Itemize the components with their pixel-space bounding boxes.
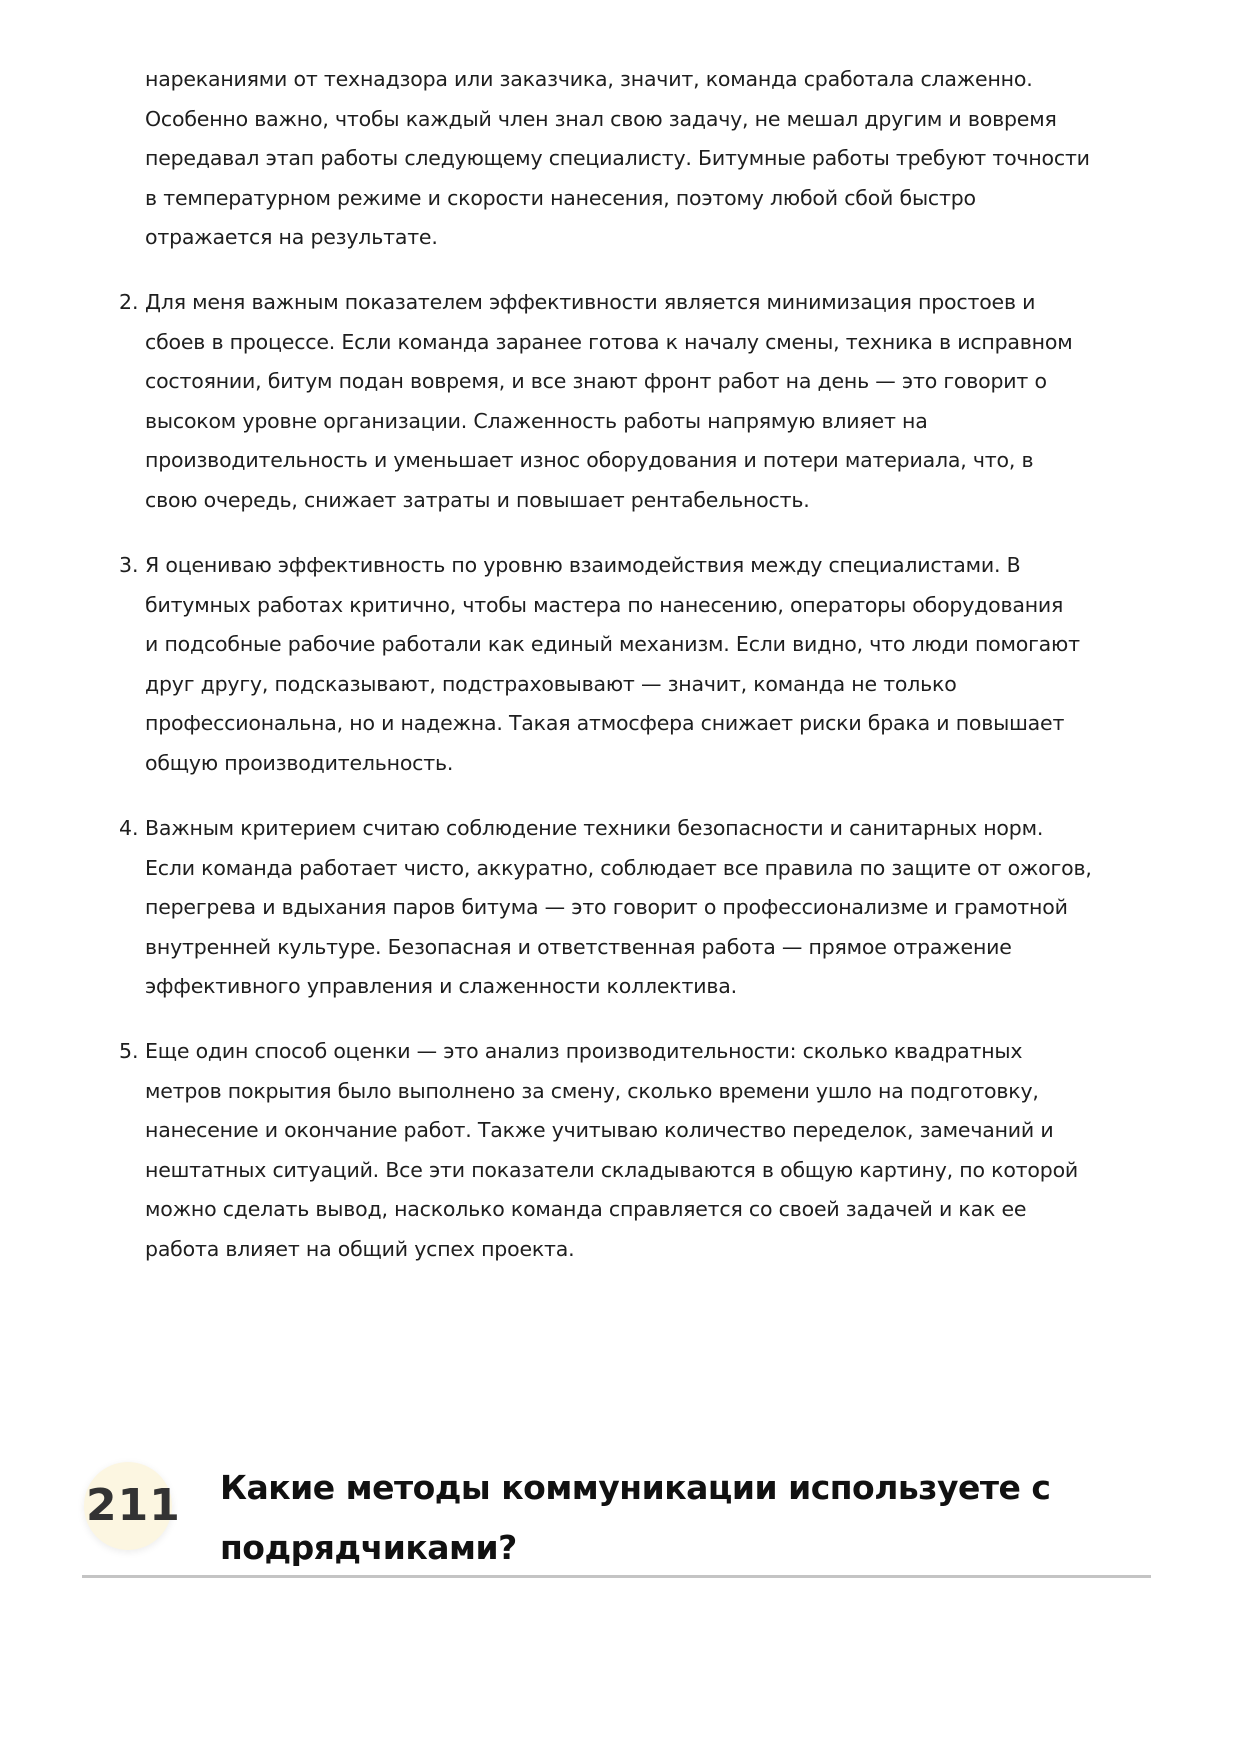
text-line: можно сделать вывод, насколько команда справляется со своей задачей и как ее (145, 1197, 1027, 1222)
list-item (119, 1032, 1165, 1270)
text-line: Я оцениваю эффективность по уровню взаимодействия между специалистами. В (145, 553, 1021, 577)
text-line: Особенно важно, чтобы каждый член знал свою задачу, не мешал другим и вовремя (145, 106, 1057, 131)
list-item (119, 546, 1165, 784)
text-line: Важным критерием считаю соблюдение техники безопасности и санитарных норм. (145, 816, 1044, 840)
text-line: Еще один способ оценки — это анализ производительности: сколько квадратных (145, 1039, 1023, 1063)
text-line: состоянии, битум подан вовремя, и все знают фронт работ на день — это говорит о (145, 369, 1047, 394)
text-line: перегрева и вдыхания паров битума — это говорит о профессионализме и грамотной (145, 895, 1068, 920)
text-line: передавал этап работы следующему специалисту. Битумные работы требуют точности (145, 146, 1090, 171)
text-line: работа влияет на общий успех проекта. (145, 1236, 575, 1261)
text-line: эффективного управления и слаженности коллектива. (145, 974, 737, 999)
list-item (119, 283, 1165, 521)
list-number: 4. (119, 816, 139, 840)
list-number: 2. (119, 290, 139, 314)
text-line: свою очередь, снижает затраты и повышает рентабельность. (145, 487, 810, 512)
divider (82, 1575, 1151, 1578)
text-line: профессиональна, но и надежна. Такая атмосфера снижает риски брака и повышает (145, 711, 1065, 736)
text-line: битумных работах критично, чтобы мастера по нанесению, операторы оборудования (145, 592, 1064, 617)
text-line: производительность и уменьшает износ оборудования и потери материала, что, в (145, 448, 1034, 473)
text-line: нанесение и окончание работ. Также учитываю количество переделок, замечаний и (145, 1118, 1054, 1143)
text-line: Для меня важным показателем эффективности является минимизация простоев и (145, 290, 1036, 314)
question-number: 211 (86, 1480, 181, 1531)
text-line: отражается на результате. (145, 225, 438, 250)
paragraph-continuation (145, 60, 1165, 258)
text-line: в температурном режиме и скорости нанесения, поэтому любой сбой быстро (145, 185, 976, 210)
text-line: нештатных ситуаций. Все эти показатели складываются в общую картину, по которой (145, 1157, 1079, 1182)
list-number: 3. (119, 553, 139, 577)
text-line: сбоев в процессе. Если команда заранее готова к началу смены, техника в исправном (145, 329, 1073, 354)
text-line: и подсобные рабочие работали как единый механизм. Если видно, что люди помогают (145, 632, 1080, 657)
text-line: Если команда работает чисто, аккуратно, соблюдает все правила по защите от ожогов, (145, 855, 1092, 880)
heading-line: Какие методы коммуникации используете с (220, 1468, 1051, 1507)
text-line: нареканиями от технадзора или заказчика, значит, команда сработала слаженно. (145, 67, 1033, 91)
text-line: внутренней культуре. Безопасная и ответственная работа — прямое отражение (145, 934, 1012, 959)
question-heading (220, 1458, 1050, 1578)
text-line: высоком уровне организации. Слаженность работы напрямую влияет на (145, 408, 928, 433)
heading-line: подрядчиками? (220, 1528, 517, 1567)
text-line: общую производительность. (145, 750, 454, 775)
text-line: метров покрытия было выполнено за смену, сколько времени ушло на подготовку, (145, 1078, 1039, 1103)
text-line: друг другу, подсказывают, подстраховывают — значит, команда не только (145, 671, 957, 696)
list-item (119, 809, 1165, 1007)
list-number: 5. (119, 1039, 139, 1063)
